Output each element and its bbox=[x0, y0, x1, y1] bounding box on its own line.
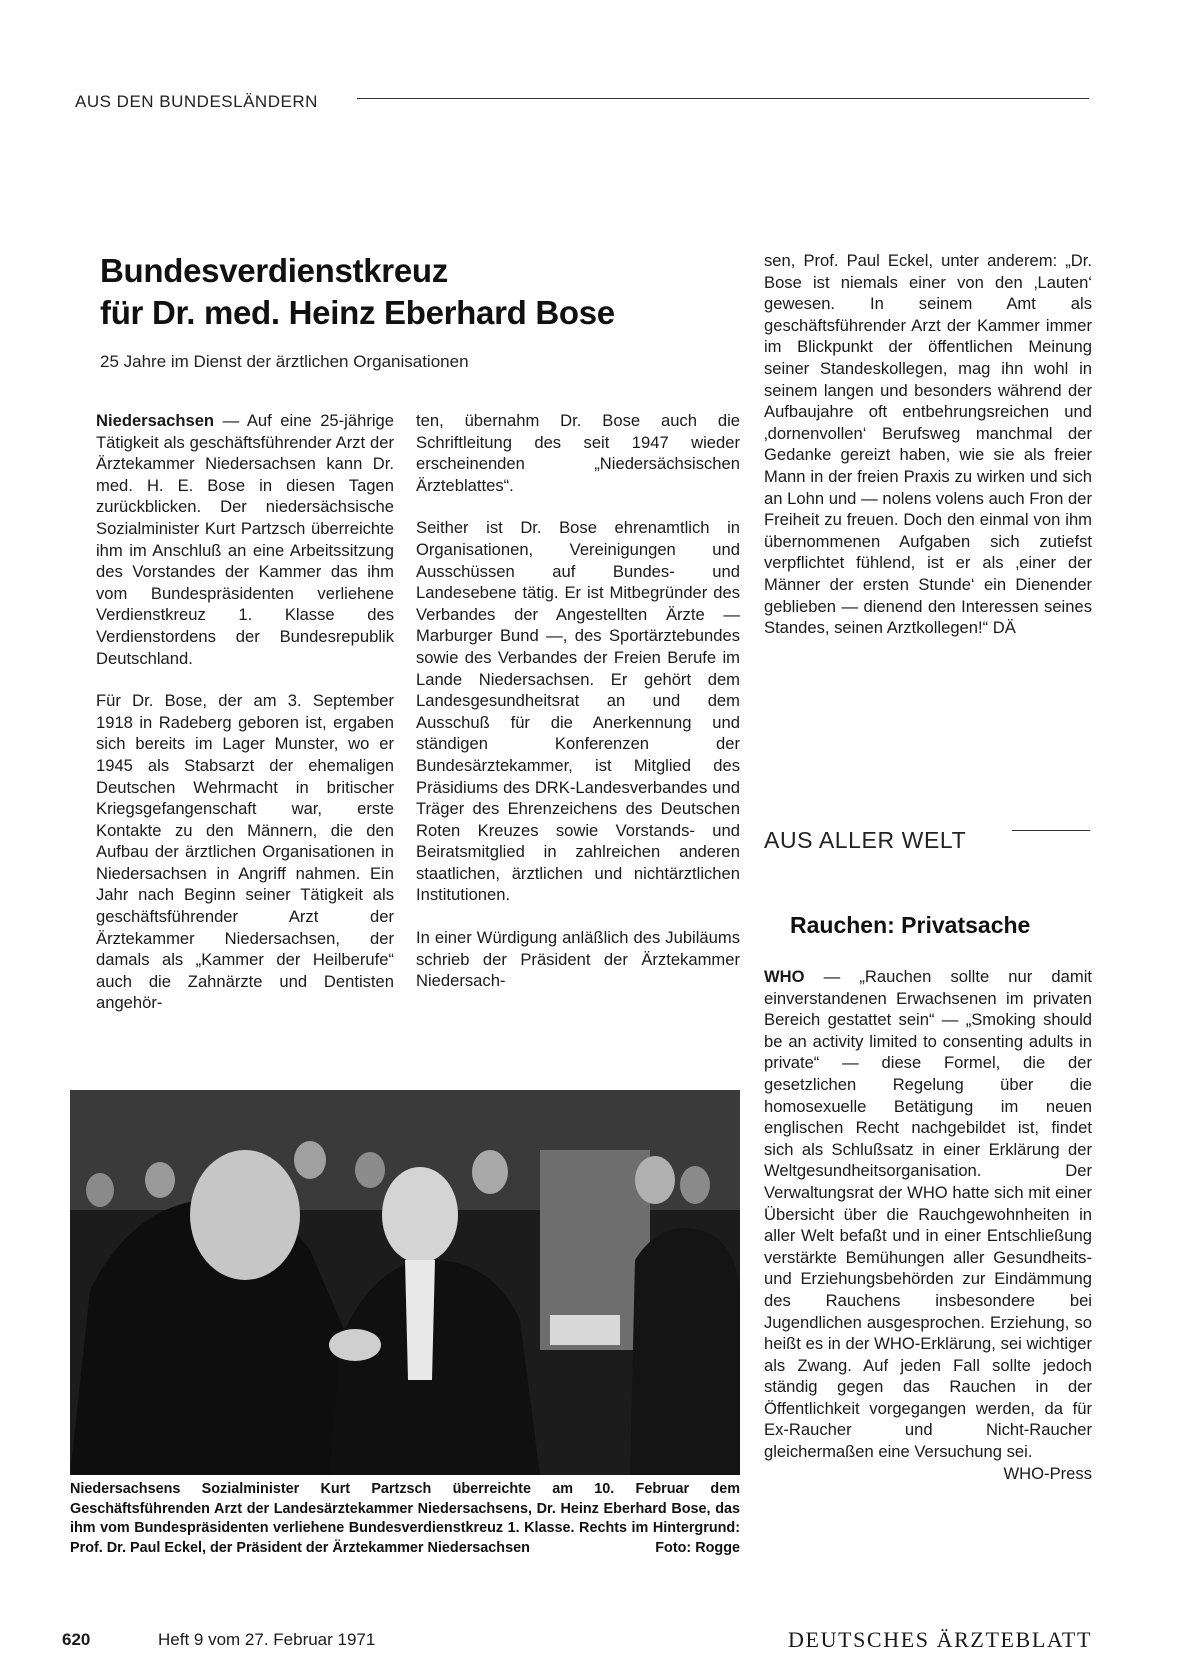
article-column-1 bbox=[96, 410, 394, 1014]
headline-line-2: für Dr. med. Heinz Eberhard Bose bbox=[100, 294, 615, 331]
paragraph-text: sen, Prof. Paul Eckel, unter anderem: „Dr. Bose ist niemals einer von den ‚Lauten‘ gewesen. In seinem Amt als geschäftsführender Arzt der Kammer immer im Blickpunkt der öffentlichen Meinung seiner Standeskollegen, mag ihn wohl in seinem langen und besonders während der Aufbaujahre oft entbehrungsreichen und ‚dornenvollen‘ Berufsweg manchmal der Gedanke gereizt haben, wie sie als freier Mann in der freien Praxis zu wirken und sich an Lohn und — nolens volens auch Fron der Freiheit zu freuen. Doch den einmal von ihm übernommenen Aufgaben sich zutiefst verpflichtet fühlend, ist er als ‚einer der Männer der ersten Stunde‘ ein Dienender geblieben — dienend den Interessen seines Standes, seinen Arztkollegen!“ bbox=[764, 251, 1092, 638]
photo-credit: Foto: Rogge bbox=[655, 1539, 740, 1556]
issue-info: Heft 9 vom 27. Februar 1971 bbox=[158, 1630, 376, 1649]
photo-illustration bbox=[70, 1090, 740, 1475]
section-label-world: AUS ALLER WELT bbox=[764, 827, 967, 853]
headline-line-1: Bundesverdienstkreuz bbox=[100, 252, 448, 289]
dateline: WHO bbox=[764, 967, 805, 986]
paragraph bbox=[96, 410, 394, 669]
paragraph: ten, übernahm Dr. Bose auch die Schriftleitung des seit 1947 wieder erscheinenden „Niedersächsischen Ärzteblattes“. bbox=[416, 411, 740, 495]
paragraph bbox=[764, 250, 1092, 639]
photo-caption bbox=[70, 1480, 740, 1558]
paragraph: Seither ist Dr. Bose ehrenamtlich in Organisationen, Vereinigungen und Ausschüssen auf Bundes- und Landesebene tätig. Er ist Mitbegründer des Verbandes der Angestellten Ärzte — Marburger Bund —, des Sportärztebundes sowie des Verbandes der Freien Berufe im Lande Niedersachsen. Er gehört dem Landesgesundheitsrat an und dem Ausschuß für die Anerkennung und ständigen Konferenzen der Bundesärztekammer, ist Mitglied des Präsidiums des DRK-Landesverbandes und Träger des Ehrenzeichens des Deutschen Roten Kreuzes sowie Vorstands- und Beiratsmitglied in zahlreichen anderen staatlichen, ärztlichen und nichtärztlichen Institutionen. bbox=[416, 518, 740, 905]
author-signature: DÄ bbox=[992, 618, 1016, 638]
paragraph: In einer Würdigung anläßlich des Jubiläums schrieb der Präsident der Ärztekammer Niedersach- bbox=[416, 928, 740, 991]
publication-name: DEUTSCHES ÄRZTEBLATT bbox=[788, 1627, 1092, 1652]
paragraph: Für Dr. Bose, der am 3. September 1918 in Radeberg geboren ist, ergaben sich bereits im Lager Munster, wo er 1945 als Stabsarzt der ehemaligen Deutschen Wehrmacht in britischer Kriegsgefangenschaft war, erste Kontakte zu den Männern, die den Aufbau der ärztlichen Organisationen in Niedersachsen in Angriff nahmen. Ein Jahr nach Beginn seiner Tätigkeit als geschäftsführender Arzt der Ärztekammer Niedersachsen, der damals als „Kammer der Heilberufe“ auch die Zahnärzte und Dentisten angehör- bbox=[96, 691, 394, 1013]
article-headline bbox=[100, 250, 615, 334]
article-subtitle: 25 Jahre im Dienst der ärztlichen Organisationen bbox=[100, 352, 469, 371]
article-column-3 bbox=[764, 250, 1092, 639]
world-article-headline: Rauchen: Privatsache bbox=[790, 912, 1031, 938]
section-divider bbox=[357, 98, 1089, 99]
section-divider-world bbox=[1012, 830, 1090, 831]
page-number: 620 bbox=[62, 1630, 91, 1649]
award-photo bbox=[70, 1090, 740, 1475]
paragraph-text: — Auf eine 25-jährige Tätigkeit als geschäftsführender Arzt der Ärztekammer Niedersachsen kann Dr. med. H. E. Bose in diesen Tagen zurückblicken. Der niedersächsische Sozialminister Kurt Partzsch überreichte ihm im Anschluß an eine Arbeitssitzung des Vorstandes der Kammer das ihm vom Bundespräsidenten verliehene Verdienstkreuz 1. Klasse des Verdienstordens der Bundesrepublik Deutschland. bbox=[96, 411, 394, 668]
section-label: AUS DEN BUNDESLÄNDERN bbox=[75, 92, 318, 111]
paragraph bbox=[764, 966, 1092, 1483]
article-column-2 bbox=[416, 410, 740, 992]
paragraph-text: — „Rauchen sollte nur damit einverstandenen Erwachsenen im privaten Bereich gestattet sein“ — „Smoking should be an activity limited to consenting adults in private“ — diese Formel, die der gesetzlichen Regelung über die homosexuelle Betätigung im neuen englischen Recht nachgebildet ist, findet sich als Schlußsatz in einer Erklärung der Weltgesundheitsorganisation. Der Verwaltungsrat der WHO hatte sich mit einer Übersicht über die Rauchgewohnheiten in aller Welt befaßt und in einer Entschließung verstärkte Bemühungen aller Gesundheits- und Erziehungsbehörden zur Eindämmung des Rauchens insbesondere bei Jugendlichen ausgesprochen. Erziehung, so heißt es in der WHO-Erklärung, sei wichtiger als Zwang. Auf jeden Fall sollte jedoch ständig gegen das Rauchen in der Öffentlichkeit vorgegangen werden, da für Ex-Raucher und Nicht-Raucher gleichermaßen eine Versuchung sei. bbox=[764, 967, 1092, 1462]
caption-text: Niedersachsens Sozialminister Kurt Partzsch überreichte am 10. Februar dem Geschäftsführenden Arzt der Landesärztekammer Niedersachsens, Dr. Heinz Eberhard Bose, das ihm vom Bundespräsidenten verliehene Bundesverdienstkreuz 1. Klasse. Rechts im Hintergrund: Prof. Dr. Paul Eckel, der Präsident der Ärztekammer Niedersachsen bbox=[70, 1481, 740, 1556]
source-signature: WHO-Press bbox=[1003, 1463, 1092, 1483]
world-article-body bbox=[764, 966, 1092, 1484]
dateline: Niedersachsen bbox=[96, 411, 215, 430]
